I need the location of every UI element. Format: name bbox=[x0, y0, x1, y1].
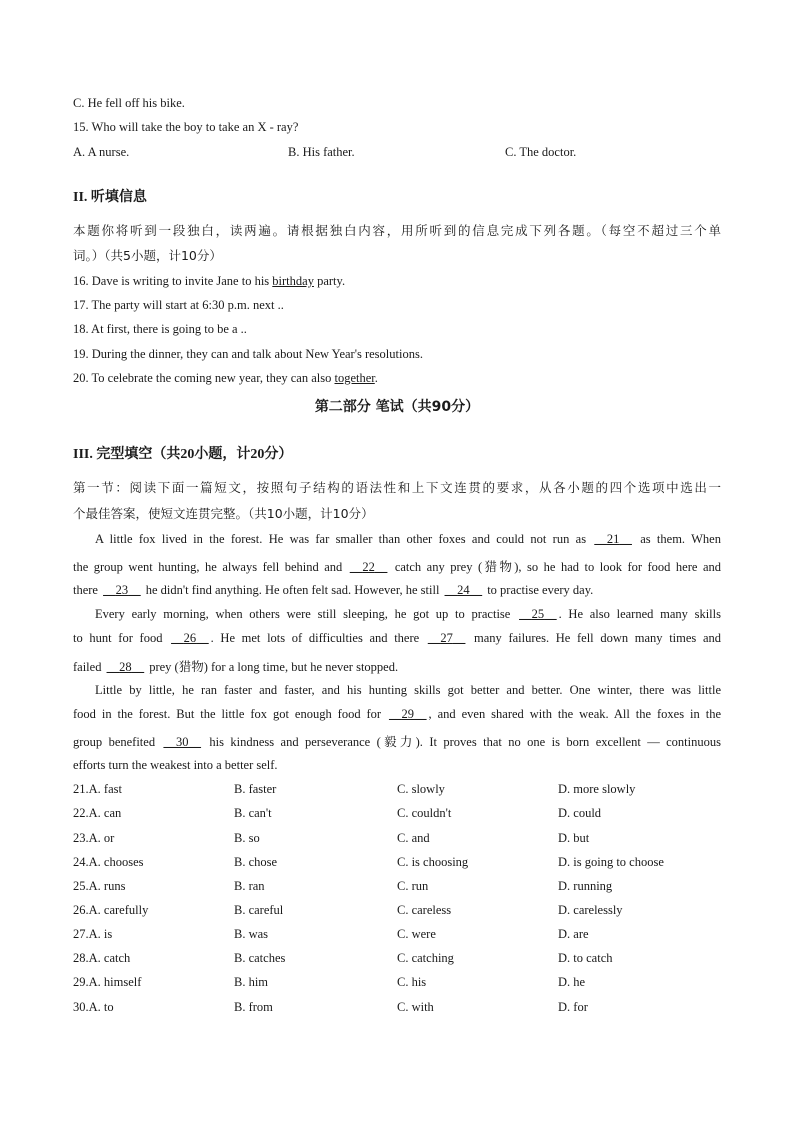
option-b: B. chose bbox=[234, 855, 278, 869]
instruction-text: 个最佳答案，使短文连贯完整。（共10小题，计10分） bbox=[73, 506, 374, 521]
passage-text: A little fox lived in the forest. He was far smaller than other foxes and could not run as bbox=[95, 532, 593, 546]
option-b: B. catches bbox=[234, 951, 286, 965]
option-15a: A. A nurse. bbox=[73, 145, 130, 159]
question-17: 17. The party will start at 6:30 p.m. next .. bbox=[73, 298, 284, 312]
section-2-instruction-2 bbox=[73, 246, 222, 264]
option-a: 27.A. is bbox=[73, 927, 113, 941]
section-3-heading: III. 完型填空（共20小题，计20分） bbox=[73, 447, 293, 462]
instruction-text: 本题你将听到一段独白，读两遍。请根据独白内容，用所听到的信息完成下列各题。（每空不超过三个单 bbox=[73, 223, 721, 238]
passage-text: his kindness and perseverance (毅力). It proves that no one is born excellent — continuous bbox=[202, 735, 721, 749]
option-b: B. ran bbox=[234, 879, 265, 893]
option-d: D. carelessly bbox=[558, 903, 623, 917]
question-20 bbox=[73, 371, 378, 386]
option-14c: C. He fell off his bike. bbox=[73, 96, 185, 110]
option-a: 30.A. to bbox=[73, 1000, 114, 1014]
blank-21: __21__ bbox=[594, 532, 632, 546]
part-2-title bbox=[0, 396, 794, 416]
passage-p1-line3 bbox=[73, 583, 593, 598]
instruction-text: 词。）（共5小题，计10分） bbox=[73, 248, 222, 263]
option-a: 28.A. catch bbox=[73, 951, 131, 965]
passage-p2-line2 bbox=[73, 631, 721, 646]
option-a: 21.A. fast bbox=[73, 782, 122, 796]
passage-text: , and even shared with the weak. All the foxes in the bbox=[428, 707, 721, 721]
question-15: 15. Who will take the boy to take an X - ray? bbox=[73, 120, 299, 134]
option-a: 26.A. carefully bbox=[73, 903, 149, 917]
passage-p1-line1 bbox=[95, 532, 721, 547]
option-b: B. can't bbox=[234, 806, 272, 820]
passage-text: prey (猎物) for a long time, but he never stopped. bbox=[146, 660, 399, 674]
question-text: 16. Dave is writing to invite Jane to his bbox=[73, 274, 273, 288]
option-a: 25.A. runs bbox=[73, 879, 126, 893]
option-d: D. but bbox=[558, 831, 590, 845]
option-d: D. more slowly bbox=[558, 782, 636, 796]
part-title-text: 第二部分 笔试（共90分） bbox=[314, 399, 480, 415]
underlined-word: birthday bbox=[272, 274, 314, 288]
option-c: C. careless bbox=[397, 903, 452, 917]
passage-p3-line4: efforts turn the weakest into a better self. bbox=[73, 758, 278, 772]
blank-22: __22__ bbox=[349, 560, 388, 574]
passage-text: . He met lots of difficulties and there bbox=[210, 631, 426, 645]
passage-text: failed bbox=[73, 660, 105, 674]
option-a: 29.A. himself bbox=[73, 975, 142, 989]
question-text: 20. To celebrate the coming new year, they can also bbox=[73, 371, 335, 385]
section-3-instruction-2 bbox=[73, 504, 374, 522]
blank-24: __24__ bbox=[444, 583, 483, 597]
option-b: B. so bbox=[234, 831, 260, 845]
passage-p1-line2 bbox=[73, 557, 721, 575]
passage-p2-line1 bbox=[95, 607, 721, 622]
passage-p3-line3 bbox=[73, 732, 721, 750]
option-15c: C. The doctor. bbox=[505, 145, 577, 159]
option-c: C. and bbox=[397, 831, 430, 845]
passage-text: the group went hunting, he always fell behind and bbox=[73, 560, 348, 574]
blank-28: __28__ bbox=[106, 660, 145, 674]
option-a: 22.A. can bbox=[73, 806, 122, 820]
option-15b: B. His father. bbox=[288, 145, 355, 159]
blank-29: __29__ bbox=[389, 707, 427, 721]
option-c: C. couldn't bbox=[397, 806, 452, 820]
option-d: D. is going to choose bbox=[558, 855, 664, 869]
passage-p3-line1 bbox=[95, 683, 721, 698]
passage-p2-line3 bbox=[73, 657, 398, 675]
section-2-instruction-1 bbox=[73, 221, 721, 239]
passage-p3-line2 bbox=[73, 707, 721, 722]
passage-text: Every early morning, when others were still sleeping, he got up to practise bbox=[95, 607, 518, 621]
passage-text: as them. When bbox=[633, 532, 721, 546]
option-d: D. for bbox=[558, 1000, 588, 1014]
question-text: party. bbox=[313, 274, 346, 288]
option-c: C. catching bbox=[397, 951, 454, 965]
option-c: C. his bbox=[397, 975, 427, 989]
instruction-text: 第一节：阅读下面一篇短文，按照句子结构的语法性和上下文连贯的要求，从各小题的四个选项中选出一 bbox=[73, 480, 721, 495]
underlined-word: together bbox=[334, 371, 375, 385]
passage-text: he didn't find anything. He often felt sad. However, he still bbox=[142, 583, 443, 597]
option-c: C. slowly bbox=[397, 782, 445, 796]
passage-text: to hunt for food bbox=[73, 631, 170, 645]
option-c: C. with bbox=[397, 1000, 434, 1014]
option-b: B. him bbox=[234, 975, 269, 989]
option-a: 23.A. or bbox=[73, 831, 115, 845]
passage-text: catch any prey (猎物), so he had to look for food here and bbox=[389, 560, 721, 574]
passage-text: . He also learned many skills bbox=[558, 607, 721, 621]
option-d: D. running bbox=[558, 879, 613, 893]
option-d: D. are bbox=[558, 927, 589, 941]
blank-27: __27__ bbox=[427, 631, 466, 645]
question-19: 19. During the dinner, they can and talk about New Year's resolutions. bbox=[73, 347, 423, 361]
blank-23: __23__ bbox=[103, 583, 141, 597]
option-c: C. were bbox=[397, 927, 436, 941]
blank-26: __26__ bbox=[171, 631, 209, 645]
option-d: D. to catch bbox=[558, 951, 613, 965]
passage-text: Little by little, he ran faster and faster, and his hunting skills got better and better. One winter, there was little bbox=[95, 683, 721, 697]
question-text: . bbox=[374, 371, 378, 385]
option-b: B. faster bbox=[234, 782, 277, 796]
passage-text: to practise every day. bbox=[484, 583, 594, 597]
section-2-heading: II. 听填信息 bbox=[73, 190, 147, 205]
passage-text: many failures. He fell down many times and bbox=[467, 631, 722, 645]
option-c: C. is choosing bbox=[397, 855, 469, 869]
question-16 bbox=[73, 274, 345, 289]
passage-text: there bbox=[73, 583, 102, 597]
blank-30: __30__ bbox=[163, 735, 201, 749]
passage-text: group benefited bbox=[73, 735, 162, 749]
option-b: B. careful bbox=[234, 903, 284, 917]
option-a: 24.A. chooses bbox=[73, 855, 144, 869]
option-c: C. run bbox=[397, 879, 429, 893]
passage-text: food in the forest. But the little fox got enough food for bbox=[73, 707, 388, 721]
blank-25: __25__ bbox=[519, 607, 557, 621]
option-b: B. was bbox=[234, 927, 269, 941]
question-18: 18. At first, there is going to be a .. bbox=[73, 322, 247, 336]
option-b: B. from bbox=[234, 1000, 273, 1014]
option-d: D. could bbox=[558, 806, 602, 820]
option-d: D. he bbox=[558, 975, 586, 989]
section-3-instruction-1 bbox=[73, 478, 721, 496]
